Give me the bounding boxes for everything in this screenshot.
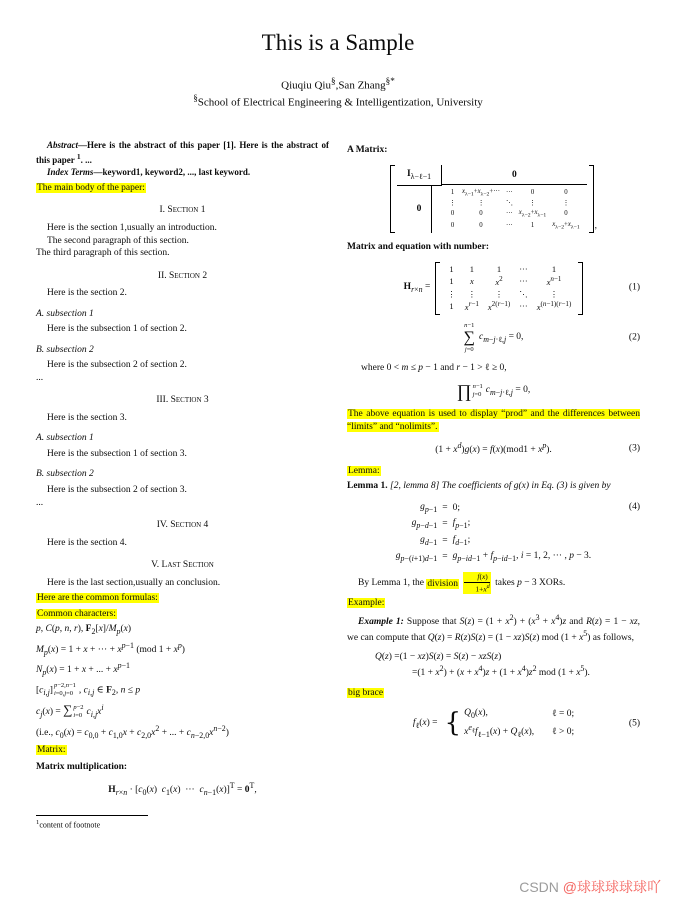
equation-3 — [347, 441, 640, 457]
zero-block-left: 0 — [407, 186, 433, 233]
matrix-cell: = — [442, 551, 448, 562]
lemma-note — [347, 465, 640, 478]
equation-2 — [347, 323, 640, 354]
matrix-cell: $Q_0(x)$, — [464, 708, 488, 720]
lemma-statement: Lemma 1. [2, lemma 8] The coefficients of g(x) in Eq. (3) is given by — [347, 481, 611, 492]
matrix-cell: ⋱ — [506, 199, 513, 207]
h-matrix — [435, 262, 583, 315]
equation-1-lhs: $H_{r\times n}$ = — [403, 281, 431, 294]
abstract-paragraph: Abstract—Here is the abstract of this paper [1]. Here is the abstract of this paper $^1$. ... — [36, 140, 329, 166]
matrix-cell: ⋮ — [562, 199, 570, 207]
section-4-paragraph-1: Here is the section 4. — [47, 537, 127, 548]
matrix-cell: 0 — [450, 221, 455, 229]
h-matrix-grid — [440, 262, 578, 315]
section-2-subsection-1-heading: A. subsection 1 — [36, 308, 94, 319]
section-2-paragraph-1: Here is the section 2. — [47, 288, 127, 299]
sum-operator — [464, 323, 475, 354]
equation-4-alignment — [396, 501, 591, 564]
prod-equation — [347, 382, 640, 400]
matrix-cell: ⋮ — [494, 288, 504, 299]
example-note-highlight: Example: — [348, 598, 385, 609]
matrix-cell: ⋮ — [529, 199, 536, 207]
main-body-note — [36, 182, 329, 195]
common-characters-line-2: $M_p(x) = 1 + x$ + ··· + $x^{p-1}$ (mod $1 + x^p$) — [36, 640, 185, 657]
matrix-cell: ℓ > 0; — [552, 726, 575, 737]
fraction-numerator: f(x) — [464, 572, 489, 583]
matrix-cell: $x^2$ — [495, 275, 503, 287]
q-derivation-line-2: $=(1 + x^2) + (x + x^4)z + (1 + x^4)z^2$ mod $(1 + x^5)$. — [412, 663, 590, 678]
affiliation-line: §School of Electrical Engineering & Intelligentization, University — [193, 92, 483, 109]
where-clause: where 0 < m ≤ p − 1 and r − 1 > ℓ ≥ 0, — [361, 362, 507, 373]
footnote-rule — [36, 815, 148, 816]
prod-limits — [473, 383, 483, 399]
sum-upper-limit: n−1 — [464, 321, 475, 329]
matrix-cell: = — [442, 519, 448, 530]
a-matrix-label: A Matrix: — [347, 145, 388, 156]
matrix-cell: ··· — [519, 276, 528, 287]
csdn-watermark — [519, 877, 661, 897]
equation-5-cases — [464, 707, 574, 741]
section-5-paragraph-1: Here is the last section,usually an conclusion. — [47, 577, 221, 588]
section-3-subsection-1-heading: A. subsection 1 — [36, 433, 94, 444]
section-2-heading: II. Section 2 — [157, 270, 208, 281]
matrix-note-highlight: Matrix: — [37, 745, 66, 756]
left-column — [36, 140, 329, 831]
common-characters-highlight: Common characters: — [37, 608, 116, 619]
division-sentence — [347, 572, 640, 594]
common-characters-line-4: $[c_{i,j}]$ p−2,n−1 i=0,j=0 , $c_{i,j}$ ∈ $F_2$, n ≤ p — [36, 681, 141, 697]
matrix-cell: $x_{\lambda-2}+x_{\lambda-1}$ — [552, 220, 580, 230]
equation-5-number: (5) — [628, 718, 640, 729]
matrix-cell: $x^{e_\ell}f_{\ell-1}(x) + Q_\ell(x)$, — [464, 723, 535, 740]
example-paragraph: Example 1: Suppose that $S(z) = (1 + x^2) + (x^3 + x^4)z$ and R(z) = 1 − xz, we can compute that Q(z) = R(z)S(z) = (1 − xz)S(z) mod $(1 + x^5)$ as follows, — [347, 612, 641, 643]
prod-upper-limit: n−1 — [472, 383, 483, 391]
matrix-cell: 1 — [496, 263, 502, 274]
matrix-cell: 0 — [450, 210, 455, 218]
matrix-cell: 1 — [449, 263, 454, 274]
matrix-cell: $g_{p-id-1} + f_{p-id-1}$, i = 1, 2, ··· , p − 3. — [452, 551, 592, 563]
matrix-cell: 0 — [530, 189, 535, 197]
matrix-cell: $x^{n-1}$ — [546, 275, 562, 287]
equation-1-number: (1) — [628, 282, 640, 293]
matrix-cell: ··· — [506, 221, 513, 229]
common-characters-line-5: $c_j(x)$ = ∑ p−2 i=0 $c_{i,j}x^i$ — [36, 702, 104, 720]
equation-3-body: $(1 + x^d)g(x) = f(x)(mod1 + x^p)$. — [435, 441, 552, 456]
block-matrix-grid — [397, 165, 587, 233]
zero-block-top: 0 — [442, 166, 587, 186]
section-4-heading: IV. Section 4 — [156, 520, 209, 531]
big-brace: { — [444, 708, 462, 739]
index-terms-paragraph: Index Terms—keyword1, keyword2, ..., last keyword. — [47, 167, 251, 178]
watermark-handle: @球球球球球吖 — [562, 879, 661, 895]
matrix-cell: ··· — [519, 263, 528, 274]
q-derivation — [375, 651, 640, 679]
matrix-cell: $x^{(n-1)(r-1)}$ — [536, 300, 572, 313]
matrix-right-bracket — [589, 165, 594, 233]
division-fraction — [463, 572, 490, 594]
matrix-cell: 1 — [449, 301, 454, 312]
right-column — [347, 140, 640, 749]
common-characters-line-1: p, C(p, n, r), $F_2[x]/M_p(x)$ — [36, 624, 132, 637]
section-3-paragraph-1: Here is the section 3. — [47, 412, 127, 423]
matrix-cell: $g_{d-1}$ — [420, 534, 438, 547]
fraction-denominator: $1+x^d$ — [475, 583, 490, 594]
equation-2-number: (2) — [628, 332, 640, 343]
sum-symbol: ∑ — [463, 329, 475, 347]
matrix-cell: 1 — [450, 189, 455, 197]
matrix-cell: ⋱ — [519, 288, 528, 299]
prod-lower-limit: j=0 — [472, 391, 482, 399]
ellipsis-2: ... — [36, 497, 44, 508]
section-1-paragraph-3: The third paragraph of this section. — [36, 248, 170, 259]
section-3-subsection-1-paragraph: Here is the subsection 1 of section 3. — [47, 448, 187, 459]
section-2-subsection-1-paragraph: Here is the subsection 1 of section 2. — [47, 324, 187, 335]
footnote-block — [36, 815, 329, 831]
matrix-cell: 1 — [551, 263, 557, 274]
section-1-paragraph-1: Here is the section 1,usually an introduction. — [47, 223, 217, 233]
equation-4-number: (4) — [628, 502, 640, 513]
section-3-heading: III. Section 3 — [156, 395, 209, 406]
common-formulas-highlight: Here are the common formulas: — [37, 593, 158, 604]
matrix-multiplication-label: Matrix multiplication: — [36, 761, 128, 772]
matrix-equation-label: Matrix and equation with number: — [347, 241, 489, 252]
section-2-subsection-2-heading: B. subsection 2 — [36, 344, 94, 355]
matrix-cell: $f_{d-1}$; — [452, 534, 471, 547]
matrix-cell: ··· — [506, 189, 513, 197]
section-1-paragraph-2: The second paragraph of this section. — [47, 235, 189, 246]
matrix-cell: $x_{\lambda-2}+x_{\lambda-1}$ — [518, 209, 547, 219]
block-matrix-display — [347, 165, 640, 233]
lemma-note-highlight: Lemma: — [348, 465, 380, 476]
matrix-cell: = — [442, 535, 448, 546]
matrix-cell: ⋮ — [467, 288, 477, 299]
matrix-cell: $g_{p-1}$ — [420, 502, 438, 514]
matrix-cell: ··· — [519, 301, 528, 312]
section-2-subsection-2-paragraph: Here is the subsection 2 of section 2. — [47, 360, 187, 371]
common-characters-note — [36, 608, 329, 621]
equation-1 — [347, 262, 640, 315]
main-body-note-highlight: The main body of the paper: — [37, 182, 145, 193]
matrix-cell: ⋮ — [447, 288, 456, 299]
matrix-cell: $f_{p-1}$; — [452, 518, 471, 531]
matrix-note — [36, 744, 329, 757]
equation-5-lhs: $f_\ell(x)$ = — [412, 717, 438, 730]
inner-submatrix — [442, 186, 587, 233]
watermark-prefix: CSDN — [519, 879, 563, 895]
equation-4 — [347, 501, 640, 564]
section-5-heading: V. Last Section — [151, 560, 214, 571]
big-brace-note — [347, 687, 640, 700]
division-sentence-end: takes p − 3 XORs. — [492, 578, 566, 589]
matrix-multiplication-expression: $H_{r\times n} \cdot [c_0(x)$ $c_1(x)$ ··· $c_{n-1}(x)]^T = 0^T$, — [108, 781, 257, 798]
sum-lower-limit: j=0 — [464, 346, 474, 354]
matrix-cell: 1 — [469, 263, 474, 274]
matrix-cell: ··· — [506, 210, 513, 218]
prod-symbol: ∏ — [456, 381, 472, 402]
common-characters-line-6: (i.e., $c_0(x) = c_{0,0} + c_{1,0}x + c_{2,0}x^2$ + ... + $c_{n-2,0}x^{n-2}$) — [36, 723, 229, 740]
equation-2-body: $c_{m-j\cdot\ell,j} = 0$, — [478, 332, 524, 344]
q-derivation-line-1: Q(z) =(1 − xz)S(z) = S(z) − xzS(z) — [375, 652, 502, 663]
common-characters-line-3: $N_p(x) = 1 + x$ + ... + $x^{p-1}$ — [36, 661, 130, 678]
matrix-multiplication-equation — [36, 781, 329, 799]
matrix-cell: ⋮ — [549, 288, 559, 299]
matrix-cell: ⋮ — [449, 199, 456, 207]
matrix-cell: 1 — [449, 276, 454, 287]
prod-note — [347, 408, 640, 433]
matrix-cell: = — [442, 502, 448, 513]
equation-3-number: (3) — [628, 443, 640, 454]
matrix-cell: $x^{r-1}$ — [464, 300, 479, 313]
matrix-cell: $x_{\lambda-1}+x_{\lambda-2}+\cdot\cdot\cdot$ — [461, 188, 500, 198]
division-sentence-start: By Lemma 1, the — [358, 578, 427, 589]
ellipsis-1: ... — [36, 372, 44, 383]
example-note — [347, 597, 640, 610]
matrix-cell: 0 — [479, 210, 483, 218]
matrix-trailing-comma: , — [594, 221, 598, 232]
common-formulas-note — [36, 592, 329, 605]
block-matrix — [390, 165, 594, 233]
matrix-cell: ℓ = 0; — [552, 708, 575, 719]
division-word-highlight: division — [427, 578, 458, 589]
prod-equation-body: $c_{m-j\cdot\ell,j} = 0$, — [485, 385, 531, 397]
matrix-cell: $g_{p-(i+1)d-1}$ — [395, 551, 438, 563]
matrix-cell: $g_{p-d-1}$ — [411, 518, 438, 531]
matrix-cell: 0; — [452, 502, 460, 513]
matrix-right-bracket — [578, 262, 583, 315]
matrix-cell: 0 — [479, 221, 483, 229]
paper-title: This is a Sample — [261, 30, 415, 55]
prod-note-highlight: The above equation is used to display “prod” and the differences between “limits” and “nolimits”. — [347, 409, 640, 432]
equation-5 — [347, 707, 640, 741]
matrix-cell: 0 — [564, 210, 568, 218]
two-column-body — [36, 140, 640, 831]
matrix-cell: 0 — [564, 189, 568, 197]
section-3-subsection-2-paragraph: Here is the subsection 2 of section 3. — [47, 484, 187, 495]
big-brace-note-highlight: big brace — [348, 687, 384, 698]
matrix-cell: x — [469, 276, 474, 287]
identity-block: $I_{\lambda-\ell-1}$ — [397, 165, 442, 186]
footnote-text: $^1$content of footnote — [36, 818, 101, 830]
section-1-heading: I. Section 1 — [159, 205, 206, 216]
matrix-cell: ⋮ — [477, 199, 485, 207]
matrix-left-bracket — [390, 165, 395, 233]
matrix-cell: 1 — [530, 221, 535, 229]
authors-line: Qiuqiu Qiu§,San Zhang§* — [281, 76, 395, 92]
matrix-cell: $x^{2(r-1)}$ — [487, 300, 511, 313]
section-3-subsection-2-heading: B. subsection 2 — [36, 469, 94, 480]
